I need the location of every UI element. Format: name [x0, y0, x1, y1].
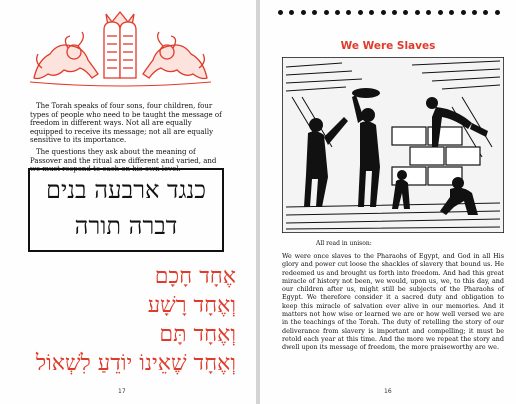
lions-and-tablets-crest: [28, 8, 213, 92]
intro-paragraph: The questions they ask about the meaning of Passover and the ritual are different and varied, and we must respond to each on his own level.: [30, 147, 217, 174]
page-title: We Were Slaves: [340, 40, 436, 52]
left-page: [0, 0, 256, 404]
intro-text: [30, 102, 226, 177]
hebrew-title-line: כנגד ארבעה בנים: [45, 176, 207, 204]
slaves-woodcut-illustration: [282, 57, 504, 233]
body-text: We were once slaves to the Pharaohs of Egypt, and God in all His glory and power cut loose the shackles of slavery that bound us. He redeemed us and brought us forth into freedom. And had this great miracle of history not been, we would, upon us, we, to this day, and our children after us, might still be subjects of the Pharaohs of Egypt. We therefore consider it a sacred duty and obligation to keep this miracle of salvation ever alive in our memories. And it matters not how wise or learned we are or how well versed we are in the teachings of the Torah. The duty of retelling the story of our deliverance from slavery is important and compelling; it must be retold each year at this time. And the more we repeat the story and dwell upon its message of freedom, the more praiseworthy are we.: [282, 252, 504, 352]
son-line-wicked: וְאֶחָד רָשָׁע: [147, 293, 236, 318]
son-line-wise: אֶחָד חָכָם: [154, 264, 236, 289]
page-number: 16: [384, 388, 392, 395]
son-line-simple: וְאֶחָד תָּם: [159, 322, 236, 347]
page-number: 17: [118, 388, 126, 395]
intro-paragraph: The Torah speaks of four sons, four children, four types of people who need to be taught the message of freedom in different ways. Not all are equally equipped to receive its message; not all are equally sensitive to its importance.: [30, 102, 222, 145]
hebrew-title-box: [28, 168, 224, 252]
four-sons-list: [22, 262, 236, 378]
unison-label: All read in unison:: [316, 240, 372, 247]
son-line-unable-to-ask: וְאֶחָד שֶׁאֵינוֹ יוֹדֵעַ לִשְׁאוֹל: [35, 351, 236, 376]
dot-border: [278, 10, 500, 16]
hebrew-title-line: דברה תורה: [74, 212, 178, 240]
right-page: [260, 0, 516, 404]
